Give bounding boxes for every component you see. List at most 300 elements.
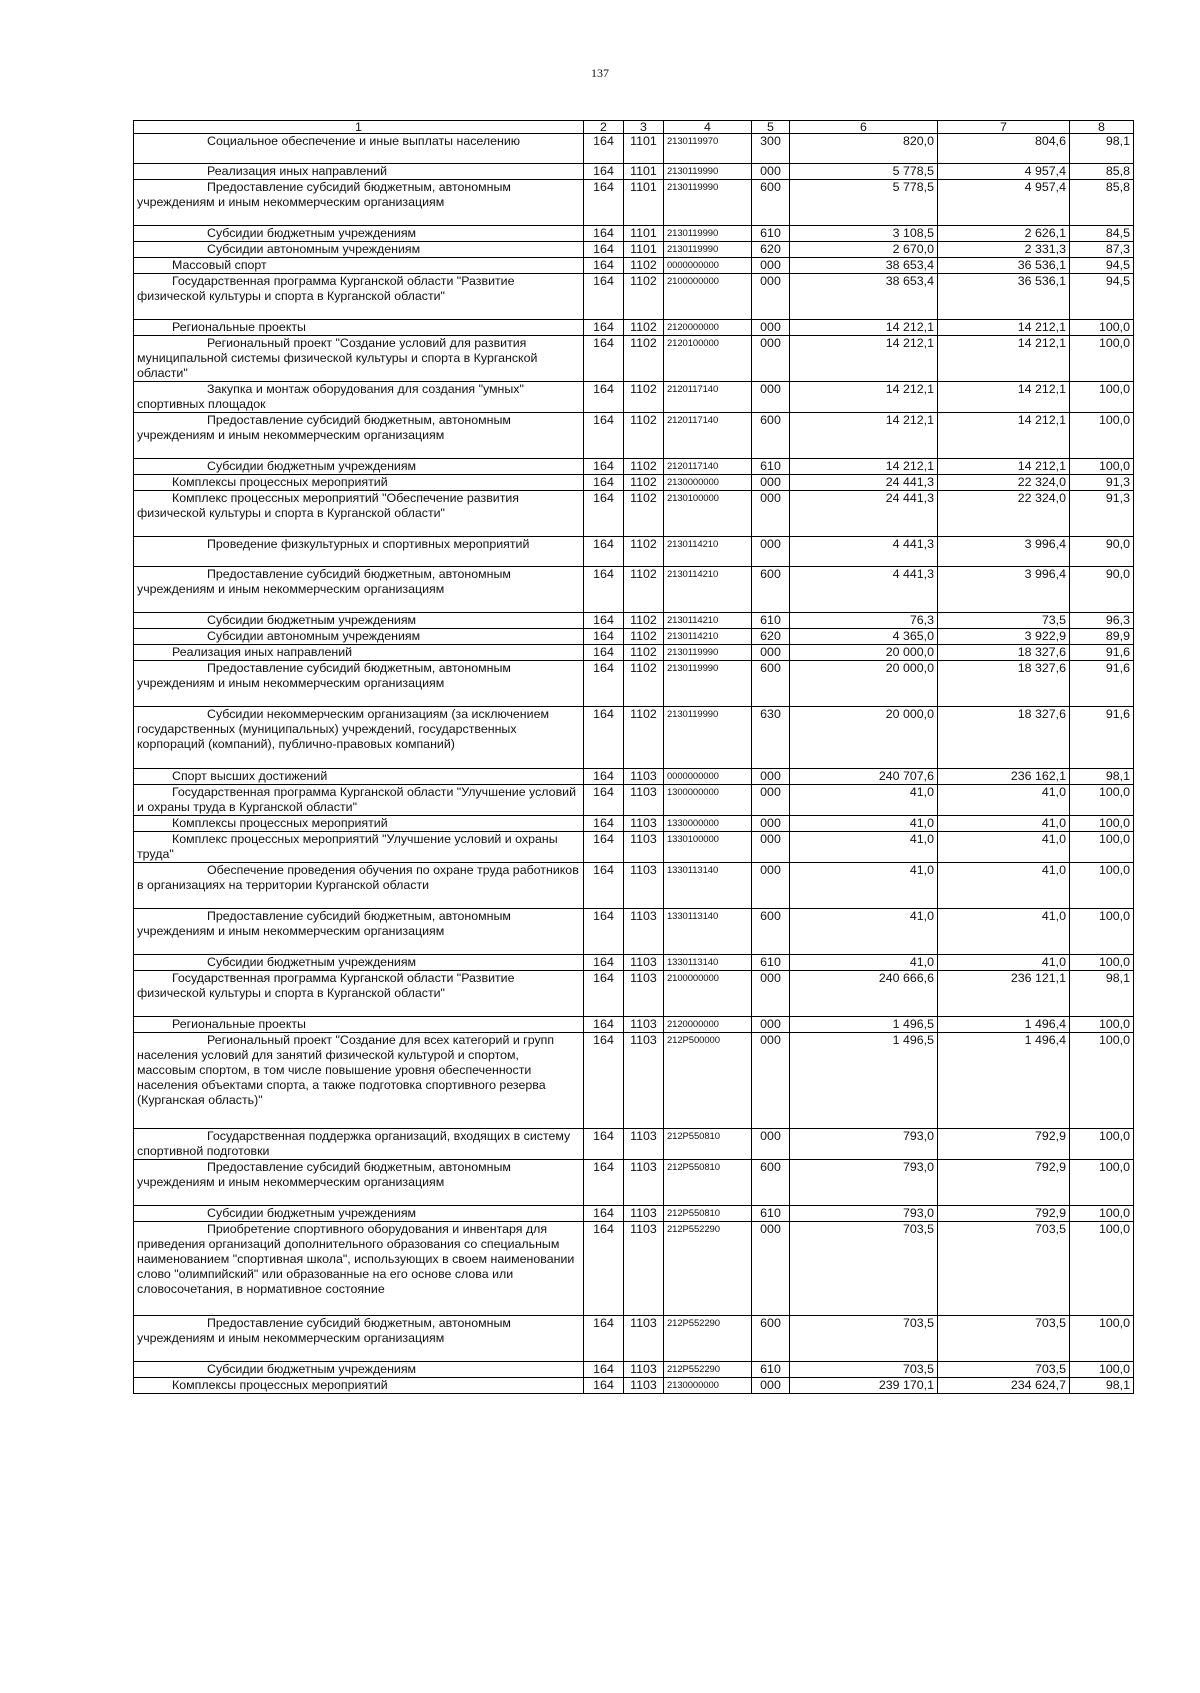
cell-vr: 600 bbox=[752, 567, 790, 613]
row-name-cell bbox=[134, 1206, 584, 1222]
cell-ved: 164 bbox=[584, 769, 624, 785]
row-name: Предоставление субсидий бюджетным, автономным учреждениям и иным некоммерческим организациям bbox=[137, 180, 511, 209]
cell-fact: 36 536,1 bbox=[938, 274, 1070, 320]
cell-csr: 2120000000 bbox=[664, 1017, 752, 1033]
cell-pct: 91,6 bbox=[1070, 707, 1134, 769]
table-row bbox=[134, 180, 1134, 226]
cell-plan: 14 212,1 bbox=[790, 459, 938, 475]
row-name-cell bbox=[134, 1316, 584, 1362]
cell-vr: 000 bbox=[752, 537, 790, 567]
cell-ved: 164 bbox=[584, 164, 624, 180]
cell-razdel: 1102 bbox=[624, 645, 664, 661]
table-row bbox=[134, 320, 1134, 336]
cell-vr: 620 bbox=[752, 242, 790, 258]
cell-fact: 14 212,1 bbox=[938, 459, 1070, 475]
table-row bbox=[134, 242, 1134, 258]
cell-razdel: 1102 bbox=[624, 413, 664, 459]
table-row bbox=[134, 707, 1134, 769]
cell-pct: 100,0 bbox=[1070, 909, 1134, 955]
cell-fact: 73,5 bbox=[938, 613, 1070, 629]
cell-fact: 234 624,7 bbox=[938, 1378, 1070, 1394]
cell-pct: 100,0 bbox=[1070, 1222, 1134, 1316]
row-name-cell bbox=[134, 134, 584, 164]
budget-execution-table bbox=[133, 120, 1134, 1394]
row-name-cell bbox=[134, 475, 584, 491]
row-name: Комплексы процессных мероприятий bbox=[172, 1378, 388, 1392]
cell-plan: 38 653,4 bbox=[790, 258, 938, 274]
cell-razdel: 1102 bbox=[624, 567, 664, 613]
row-name: Комплекс процессных мероприятий "Улучшение условий и охраны труда" bbox=[137, 832, 558, 861]
cell-fact: 41,0 bbox=[938, 863, 1070, 909]
cell-razdel: 1103 bbox=[624, 909, 664, 955]
cell-razdel: 1103 bbox=[624, 1033, 664, 1129]
table-row bbox=[134, 258, 1134, 274]
cell-fact: 2 626,1 bbox=[938, 226, 1070, 242]
cell-pct: 100,0 bbox=[1070, 1160, 1134, 1206]
cell-ved: 164 bbox=[584, 645, 624, 661]
cell-csr: 1330113140 bbox=[664, 863, 752, 909]
row-name: Реализация иных направлений bbox=[207, 164, 388, 178]
cell-razdel: 1101 bbox=[624, 164, 664, 180]
row-name: Региональный проект "Создание условий для развития муниципальной системы физической культуры и спорта в Курганской области" bbox=[137, 336, 538, 380]
cell-ved: 164 bbox=[584, 707, 624, 769]
cell-fact: 41,0 bbox=[938, 816, 1070, 832]
row-name: Спорт высших достижений bbox=[172, 769, 328, 783]
table-row bbox=[134, 567, 1134, 613]
cell-plan: 793,0 bbox=[790, 1129, 938, 1160]
cell-csr: 2130119990 bbox=[664, 164, 752, 180]
cell-csr: 2130000000 bbox=[664, 1378, 752, 1394]
cell-plan: 1 496,5 bbox=[790, 1033, 938, 1129]
row-name: Государственная программа Курганской области "Развитие физической культуры и спорта в Курганской области" bbox=[137, 971, 515, 1000]
cell-fact: 4 957,4 bbox=[938, 164, 1070, 180]
row-name: Предоставление субсидий бюджетным, автономным учреждениям и иным некоммерческим организациям bbox=[137, 661, 511, 690]
cell-razdel: 1103 bbox=[624, 863, 664, 909]
cell-vr: 000 bbox=[752, 475, 790, 491]
cell-csr: 2130119990 bbox=[664, 661, 752, 707]
row-name: Региональный проект "Создание для всех категорий и групп населения условий для занятий физической культурой и спортом, массовым спортом, в том числе повышение уровня обеспеченности населения объектами спорта, а также подготовка спортивного резерва (Курганская область)" bbox=[137, 1033, 555, 1107]
row-name-cell bbox=[134, 613, 584, 629]
cell-csr: 2130114210 bbox=[664, 629, 752, 645]
cell-vr: 300 bbox=[752, 134, 790, 164]
cell-ved: 164 bbox=[584, 832, 624, 863]
cell-razdel: 1103 bbox=[624, 1206, 664, 1222]
cell-pct: 100,0 bbox=[1070, 816, 1134, 832]
cell-plan: 41,0 bbox=[790, 909, 938, 955]
cell-ved: 164 bbox=[584, 567, 624, 613]
cell-csr: 212P550810 bbox=[664, 1129, 752, 1160]
cell-csr: 212P500000 bbox=[664, 1033, 752, 1129]
row-name-cell bbox=[134, 242, 584, 258]
cell-ved: 164 bbox=[584, 955, 624, 971]
cell-razdel: 1101 bbox=[624, 180, 664, 226]
row-name-cell bbox=[134, 164, 584, 180]
cell-ved: 164 bbox=[584, 909, 624, 955]
row-name-cell bbox=[134, 413, 584, 459]
column-header: 6 bbox=[790, 121, 938, 134]
cell-pct: 85,8 bbox=[1070, 164, 1134, 180]
cell-ved: 164 bbox=[584, 226, 624, 242]
row-name-cell bbox=[134, 629, 584, 645]
cell-vr: 600 bbox=[752, 413, 790, 459]
row-name-cell bbox=[134, 1160, 584, 1206]
table-row bbox=[134, 336, 1134, 382]
cell-fact: 703,5 bbox=[938, 1362, 1070, 1378]
cell-ved: 164 bbox=[584, 413, 624, 459]
table-row bbox=[134, 661, 1134, 707]
row-name: Государственная поддержка организаций, входящих в систему спортивной подготовки bbox=[137, 1129, 571, 1158]
table-row bbox=[134, 1316, 1134, 1362]
cell-plan: 239 170,1 bbox=[790, 1378, 938, 1394]
row-name-cell bbox=[134, 258, 584, 274]
column-header: 8 bbox=[1070, 121, 1134, 134]
cell-fact: 792,9 bbox=[938, 1160, 1070, 1206]
cell-pct: 91,3 bbox=[1070, 491, 1134, 537]
cell-csr: 1330000000 bbox=[664, 816, 752, 832]
cell-ved: 164 bbox=[584, 1017, 624, 1033]
cell-ved: 164 bbox=[584, 459, 624, 475]
cell-vr: 000 bbox=[752, 832, 790, 863]
cell-ved: 164 bbox=[584, 134, 624, 164]
row-name: Приобретение спортивного оборудования и инвентаря для приведения организаций дополнительного образования со специальным наименованием "спортивная школа", использующих в своем наименовании слово "олимпийский" или образованные на его основе слова или словосочетания, в нормативное состояние bbox=[137, 1222, 575, 1296]
table-row bbox=[134, 645, 1134, 661]
cell-fact: 18 327,6 bbox=[938, 661, 1070, 707]
cell-pct: 100,0 bbox=[1070, 320, 1134, 336]
table-row bbox=[134, 491, 1134, 537]
cell-vr: 000 bbox=[752, 769, 790, 785]
cell-razdel: 1102 bbox=[624, 491, 664, 537]
cell-ved: 164 bbox=[584, 629, 624, 645]
cell-vr: 620 bbox=[752, 629, 790, 645]
cell-pct: 89,9 bbox=[1070, 629, 1134, 645]
cell-plan: 24 441,3 bbox=[790, 475, 938, 491]
cell-pct: 98,1 bbox=[1070, 971, 1134, 1017]
cell-pct: 91,6 bbox=[1070, 645, 1134, 661]
cell-vr: 000 bbox=[752, 164, 790, 180]
cell-vr: 600 bbox=[752, 1316, 790, 1362]
row-name-cell bbox=[134, 769, 584, 785]
row-name: Государственная программа Курганской области "Развитие физической культуры и спорта в Курганской области" bbox=[137, 274, 515, 303]
column-number-row bbox=[134, 121, 1134, 134]
cell-fact: 22 324,0 bbox=[938, 491, 1070, 537]
cell-plan: 5 778,5 bbox=[790, 164, 938, 180]
row-name-cell bbox=[134, 226, 584, 242]
column-header: 1 bbox=[134, 121, 584, 134]
row-name: Субсидии бюджетным учреждениям bbox=[207, 955, 417, 969]
row-name: Субсидии бюджетным учреждениям bbox=[207, 1362, 417, 1376]
cell-plan: 793,0 bbox=[790, 1206, 938, 1222]
cell-fact: 22 324,0 bbox=[938, 475, 1070, 491]
table-row bbox=[134, 785, 1134, 816]
row-name-cell bbox=[134, 537, 584, 567]
cell-csr: 2120117140 bbox=[664, 382, 752, 413]
cell-pct: 98,1 bbox=[1070, 134, 1134, 164]
cell-fact: 14 212,1 bbox=[938, 413, 1070, 459]
row-name-cell bbox=[134, 785, 584, 816]
cell-ved: 164 bbox=[584, 613, 624, 629]
row-name-cell bbox=[134, 320, 584, 336]
cell-razdel: 1103 bbox=[624, 769, 664, 785]
table-row bbox=[134, 1129, 1134, 1160]
row-name-cell bbox=[134, 1378, 584, 1394]
row-name-cell bbox=[134, 909, 584, 955]
cell-vr: 610 bbox=[752, 613, 790, 629]
row-name-cell bbox=[134, 459, 584, 475]
table-row bbox=[134, 134, 1134, 164]
cell-plan: 38 653,4 bbox=[790, 274, 938, 320]
row-name-cell bbox=[134, 832, 584, 863]
table-row bbox=[134, 1160, 1134, 1206]
cell-plan: 240 666,6 bbox=[790, 971, 938, 1017]
cell-razdel: 1103 bbox=[624, 1222, 664, 1316]
table-row bbox=[134, 382, 1134, 413]
cell-csr: 2130114210 bbox=[664, 537, 752, 567]
cell-pct: 100,0 bbox=[1070, 832, 1134, 863]
cell-plan: 3 108,5 bbox=[790, 226, 938, 242]
cell-fact: 41,0 bbox=[938, 955, 1070, 971]
cell-csr: 2100000000 bbox=[664, 274, 752, 320]
column-header: 3 bbox=[624, 121, 664, 134]
cell-razdel: 1103 bbox=[624, 1316, 664, 1362]
cell-plan: 14 212,1 bbox=[790, 336, 938, 382]
table-row bbox=[134, 1206, 1134, 1222]
row-name: Комплексы процессных мероприятий bbox=[172, 475, 388, 489]
cell-ved: 164 bbox=[584, 863, 624, 909]
table-row bbox=[134, 1033, 1134, 1129]
table-row bbox=[134, 769, 1134, 785]
cell-vr: 000 bbox=[752, 645, 790, 661]
cell-csr: 2130119990 bbox=[664, 645, 752, 661]
row-name-cell bbox=[134, 567, 584, 613]
row-name: Субсидии бюджетным учреждениям bbox=[207, 613, 417, 627]
cell-plan: 793,0 bbox=[790, 1160, 938, 1206]
cell-vr: 630 bbox=[752, 707, 790, 769]
cell-plan: 2 670,0 bbox=[790, 242, 938, 258]
cell-ved: 164 bbox=[584, 971, 624, 1017]
cell-plan: 240 707,6 bbox=[790, 769, 938, 785]
cell-fact: 3 996,4 bbox=[938, 537, 1070, 567]
cell-fact: 36 536,1 bbox=[938, 258, 1070, 274]
cell-pct: 100,0 bbox=[1070, 413, 1134, 459]
cell-ved: 164 bbox=[584, 491, 624, 537]
cell-razdel: 1102 bbox=[624, 320, 664, 336]
cell-razdel: 1103 bbox=[624, 1160, 664, 1206]
cell-pct: 91,6 bbox=[1070, 661, 1134, 707]
cell-fact: 18 327,6 bbox=[938, 645, 1070, 661]
cell-razdel: 1102 bbox=[624, 537, 664, 567]
row-name: Субсидии бюджетным учреждениям bbox=[207, 226, 417, 240]
cell-razdel: 1102 bbox=[624, 274, 664, 320]
cell-csr: 2130100000 bbox=[664, 491, 752, 537]
cell-plan: 4 365,0 bbox=[790, 629, 938, 645]
cell-razdel: 1103 bbox=[624, 1017, 664, 1033]
row-name: Проведение физкультурных и спортивных мероприятий bbox=[207, 537, 530, 551]
cell-plan: 703,5 bbox=[790, 1222, 938, 1316]
table-row bbox=[134, 1378, 1134, 1394]
cell-fact: 3 922,9 bbox=[938, 629, 1070, 645]
table-row bbox=[134, 459, 1134, 475]
row-name-cell bbox=[134, 863, 584, 909]
cell-razdel: 1103 bbox=[624, 971, 664, 1017]
cell-plan: 4 441,3 bbox=[790, 537, 938, 567]
cell-pct: 100,0 bbox=[1070, 336, 1134, 382]
cell-csr: 212P552290 bbox=[664, 1222, 752, 1316]
row-name-cell bbox=[134, 1033, 584, 1129]
cell-csr: 2120117140 bbox=[664, 459, 752, 475]
cell-pct: 98,1 bbox=[1070, 1378, 1134, 1394]
cell-csr: 212P550810 bbox=[664, 1160, 752, 1206]
cell-csr: 2130114210 bbox=[664, 613, 752, 629]
cell-ved: 164 bbox=[584, 1129, 624, 1160]
cell-pct: 96,3 bbox=[1070, 613, 1134, 629]
cell-fact: 14 212,1 bbox=[938, 320, 1070, 336]
cell-vr: 000 bbox=[752, 863, 790, 909]
cell-ved: 164 bbox=[584, 661, 624, 707]
cell-pct: 94,5 bbox=[1070, 258, 1134, 274]
row-name-cell bbox=[134, 661, 584, 707]
row-name: Предоставление субсидий бюджетным, автономным учреждениям и иным некоммерческим организациям bbox=[137, 413, 511, 442]
cell-plan: 703,5 bbox=[790, 1362, 938, 1378]
row-name: Комплексы процессных мероприятий bbox=[172, 816, 388, 830]
cell-csr: 1330113140 bbox=[664, 955, 752, 971]
cell-pct: 100,0 bbox=[1070, 1017, 1134, 1033]
cell-csr: 2130119990 bbox=[664, 242, 752, 258]
cell-ved: 164 bbox=[584, 1378, 624, 1394]
cell-fact: 792,9 bbox=[938, 1129, 1070, 1160]
cell-pct: 90,0 bbox=[1070, 537, 1134, 567]
cell-csr: 212P552290 bbox=[664, 1316, 752, 1362]
cell-razdel: 1103 bbox=[624, 1362, 664, 1378]
cell-fact: 804,6 bbox=[938, 134, 1070, 164]
cell-fact: 792,9 bbox=[938, 1206, 1070, 1222]
row-name: Предоставление субсидий бюджетным, автономным учреждениям и иным некоммерческим организациям bbox=[137, 1316, 511, 1345]
cell-csr: 2130119990 bbox=[664, 226, 752, 242]
cell-ved: 164 bbox=[584, 382, 624, 413]
row-name-cell bbox=[134, 1017, 584, 1033]
cell-csr: 2120100000 bbox=[664, 336, 752, 382]
cell-vr: 000 bbox=[752, 258, 790, 274]
cell-pct: 94,5 bbox=[1070, 274, 1134, 320]
cell-ved: 164 bbox=[584, 1316, 624, 1362]
cell-razdel: 1102 bbox=[624, 382, 664, 413]
cell-ved: 164 bbox=[584, 816, 624, 832]
cell-razdel: 1102 bbox=[624, 459, 664, 475]
cell-razdel: 1102 bbox=[624, 613, 664, 629]
table-row bbox=[134, 832, 1134, 863]
cell-fact: 4 957,4 bbox=[938, 180, 1070, 226]
cell-ved: 164 bbox=[584, 1033, 624, 1129]
cell-pct: 100,0 bbox=[1070, 459, 1134, 475]
cell-vr: 000 bbox=[752, 1033, 790, 1129]
cell-ved: 164 bbox=[584, 258, 624, 274]
row-name: Субсидии автономным учреждениям bbox=[207, 242, 421, 256]
cell-ved: 164 bbox=[584, 537, 624, 567]
cell-plan: 703,5 bbox=[790, 1316, 938, 1362]
cell-razdel: 1102 bbox=[624, 475, 664, 491]
cell-plan: 14 212,1 bbox=[790, 382, 938, 413]
cell-vr: 610 bbox=[752, 1206, 790, 1222]
cell-razdel: 1102 bbox=[624, 661, 664, 707]
cell-vr: 600 bbox=[752, 180, 790, 226]
cell-fact: 1 496,4 bbox=[938, 1033, 1070, 1129]
cell-ved: 164 bbox=[584, 785, 624, 816]
cell-fact: 41,0 bbox=[938, 832, 1070, 863]
table-row bbox=[134, 613, 1134, 629]
cell-plan: 41,0 bbox=[790, 832, 938, 863]
cell-plan: 1 496,5 bbox=[790, 1017, 938, 1033]
cell-vr: 000 bbox=[752, 336, 790, 382]
row-name-cell bbox=[134, 645, 584, 661]
table-row bbox=[134, 537, 1134, 567]
cell-fact: 18 327,6 bbox=[938, 707, 1070, 769]
row-name-cell bbox=[134, 955, 584, 971]
row-name-cell bbox=[134, 816, 584, 832]
row-name: Региональные проекты bbox=[172, 320, 306, 334]
cell-razdel: 1102 bbox=[624, 629, 664, 645]
cell-vr: 000 bbox=[752, 1378, 790, 1394]
cell-vr: 600 bbox=[752, 661, 790, 707]
cell-vr: 000 bbox=[752, 274, 790, 320]
cell-fact: 41,0 bbox=[938, 785, 1070, 816]
row-name: Субсидии бюджетным учреждениям bbox=[207, 459, 417, 473]
row-name: Реализация иных направлений bbox=[172, 645, 353, 659]
cell-ved: 164 bbox=[584, 320, 624, 336]
cell-vr: 000 bbox=[752, 1222, 790, 1316]
cell-vr: 000 bbox=[752, 1017, 790, 1033]
table-row bbox=[134, 274, 1134, 320]
cell-fact: 703,5 bbox=[938, 1316, 1070, 1362]
column-header: 7 bbox=[938, 121, 1070, 134]
cell-pct: 100,0 bbox=[1070, 785, 1134, 816]
cell-vr: 000 bbox=[752, 971, 790, 1017]
cell-vr: 610 bbox=[752, 1362, 790, 1378]
cell-razdel: 1101 bbox=[624, 242, 664, 258]
row-name-cell bbox=[134, 274, 584, 320]
column-header: 4 bbox=[664, 121, 752, 134]
cell-csr: 0000000000 bbox=[664, 769, 752, 785]
table-row bbox=[134, 475, 1134, 491]
cell-plan: 41,0 bbox=[790, 863, 938, 909]
table-row bbox=[134, 816, 1134, 832]
cell-pct: 100,0 bbox=[1070, 1129, 1134, 1160]
cell-razdel: 1102 bbox=[624, 707, 664, 769]
cell-ved: 164 bbox=[584, 274, 624, 320]
cell-fact: 703,5 bbox=[938, 1222, 1070, 1316]
cell-razdel: 1103 bbox=[624, 785, 664, 816]
cell-vr: 600 bbox=[752, 909, 790, 955]
cell-vr: 000 bbox=[752, 491, 790, 537]
row-name-cell bbox=[134, 971, 584, 1017]
table-row bbox=[134, 909, 1134, 955]
cell-pct: 91,3 bbox=[1070, 475, 1134, 491]
cell-razdel: 1103 bbox=[624, 816, 664, 832]
cell-vr: 000 bbox=[752, 382, 790, 413]
cell-plan: 41,0 bbox=[790, 955, 938, 971]
cell-vr: 610 bbox=[752, 459, 790, 475]
row-name-cell bbox=[134, 1222, 584, 1316]
table-row bbox=[134, 863, 1134, 909]
row-name: Комплекс процессных мероприятий "Обеспечение развития физической культуры и спорта в Курганской области" bbox=[137, 491, 520, 520]
cell-pct: 85,8 bbox=[1070, 180, 1134, 226]
row-name: Социальное обеспечение и иные выплаты населению bbox=[207, 134, 521, 148]
cell-vr: 610 bbox=[752, 226, 790, 242]
cell-plan: 41,0 bbox=[790, 816, 938, 832]
row-name: Субсидии некоммерческим организациям (за исключением государственных (муниципальных) учреждений, государственных корпораций (компаний), публично-правовых компаний) bbox=[137, 707, 549, 751]
column-header: 5 bbox=[752, 121, 790, 134]
cell-vr: 000 bbox=[752, 1129, 790, 1160]
cell-fact: 236 121,1 bbox=[938, 971, 1070, 1017]
cell-csr: 2100000000 bbox=[664, 971, 752, 1017]
